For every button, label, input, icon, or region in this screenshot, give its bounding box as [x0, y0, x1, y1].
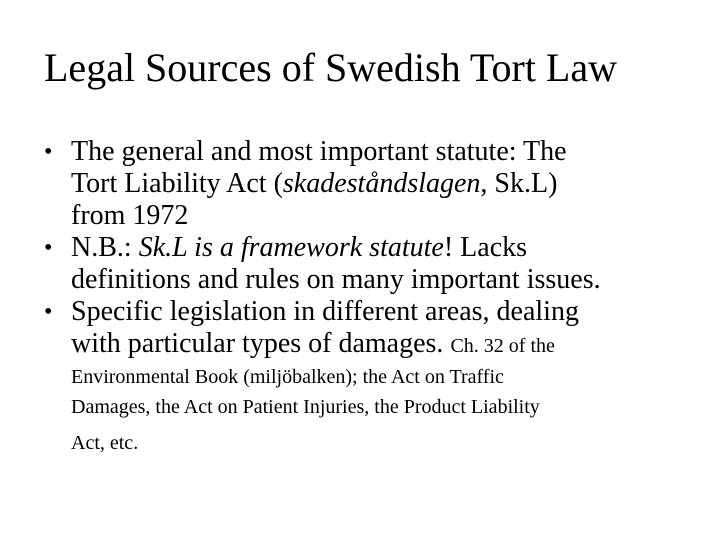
bullet-icon: • — [44, 299, 53, 325]
bullet-2-suffix: ! Lacks — [443, 232, 528, 263]
bullet-1-line-3: from 1972 — [71, 200, 189, 231]
bullet-1-line-1: The general and most important statute: The — [71, 136, 567, 167]
bullet-icon: • — [44, 139, 53, 165]
bullet-3-line-2-small: Ch. 32 of the — [450, 335, 555, 357]
bullet-item-specific-legislation — [44, 296, 694, 458]
bullet-3-small-line-2: Damages, the Act on Patient Injuries, the Product Liability — [71, 396, 540, 418]
bullet-3-line-2: with particular types of damages. — [71, 328, 451, 359]
bullet-list — [44, 136, 694, 458]
bullet-1-line-2b: , Sk.L) — [480, 168, 558, 199]
bullet-1-line-2a: Tort Liability Act ( — [71, 168, 283, 199]
bullet-3-small-line-3: Act, etc. — [71, 432, 139, 454]
bullet-item-tort-liability-act — [44, 136, 694, 232]
bullet-2-line-2: definitions and rules on many important issues. — [71, 264, 601, 295]
bullet-3-small-line-1: Environmental Book (miljöbalken); the Act on Traffic — [71, 366, 504, 388]
bullet-1-italic: skadeståndslagen — [282, 168, 481, 199]
slide-title: Legal Sources of Swedish Tort Law — [44, 45, 618, 90]
bullet-2-prefix: N.B.: — [71, 232, 139, 263]
bullet-item-framework-statute — [44, 232, 694, 296]
bullet-3-line-1: Specific legislation in different areas, dealing — [71, 296, 579, 327]
bullet-icon: • — [44, 235, 53, 261]
bullet-2-italic: Sk.L is a framework statute — [138, 232, 444, 263]
